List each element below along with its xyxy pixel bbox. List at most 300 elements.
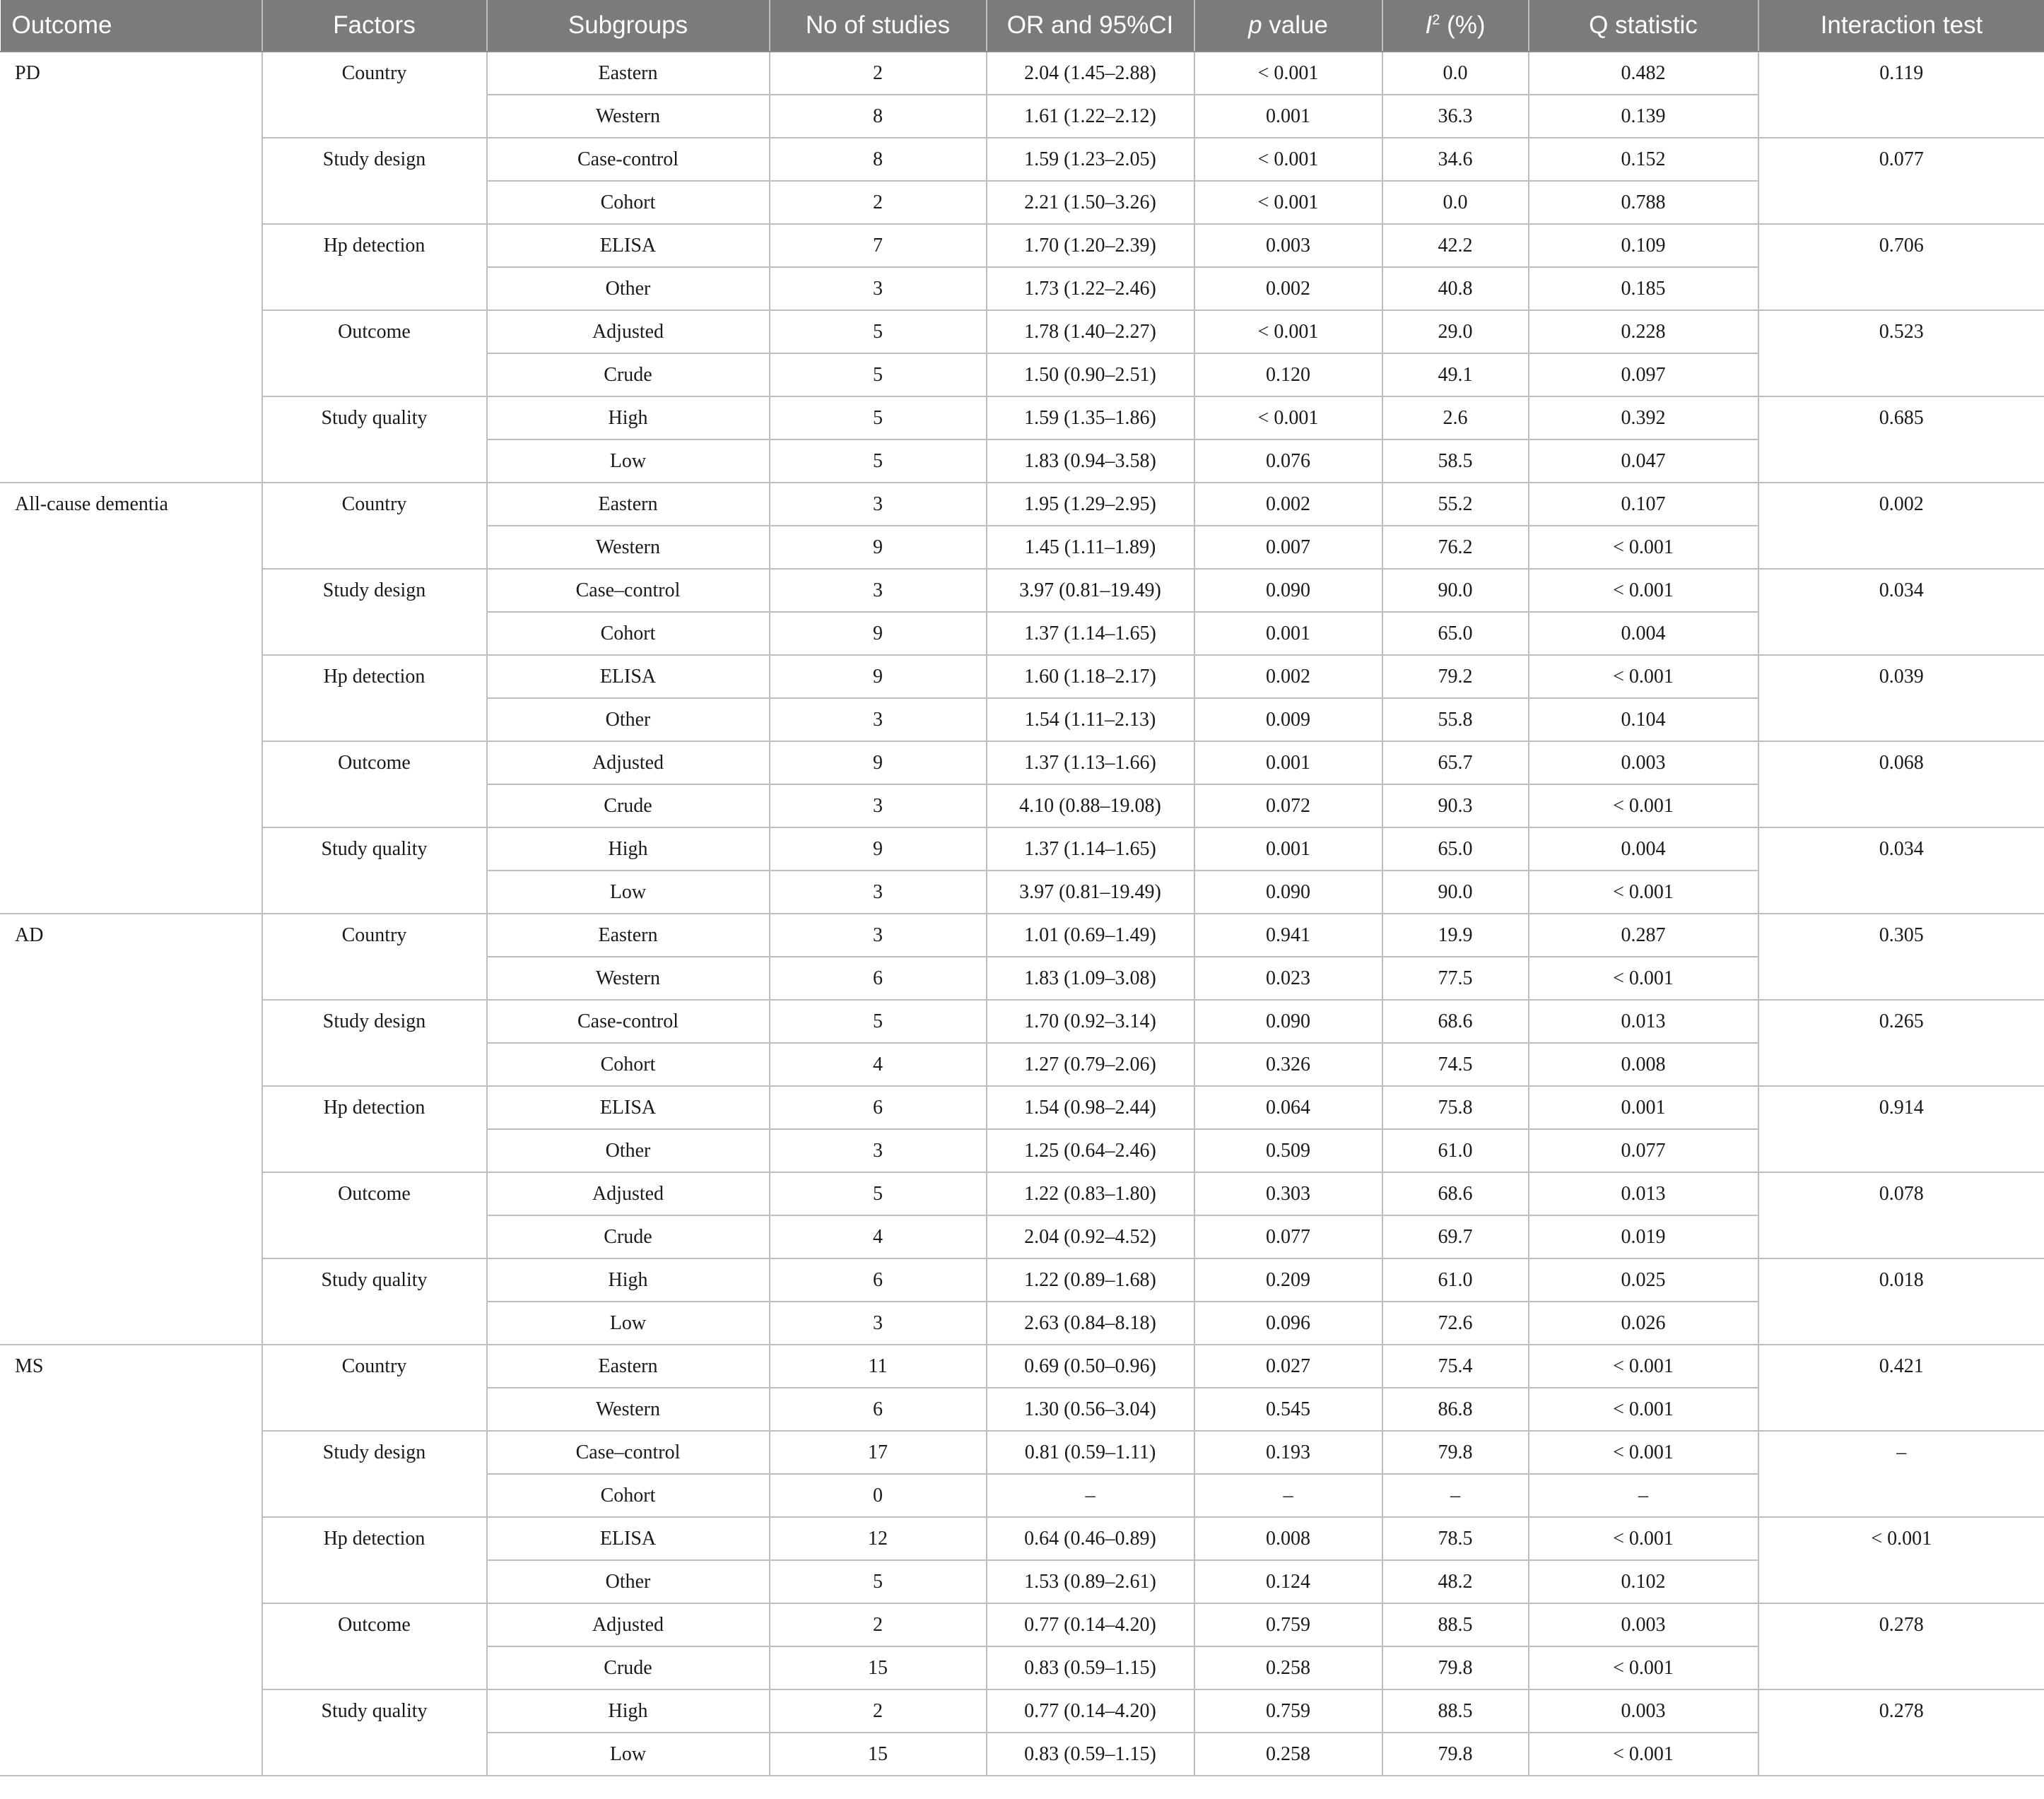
p-value-cell: 0.001 (1194, 827, 1382, 871)
interaction-test-cell: 0.278 (1758, 1689, 2044, 1776)
no-of-studies-cell: 2 (770, 1603, 987, 1646)
or-ci-cell: 1.78 (1.40–2.27) (987, 310, 1194, 353)
p-value-cell: 0.090 (1194, 871, 1382, 914)
q-statistic-cell: < 0.001 (1529, 655, 1758, 698)
table-row (1, 483, 2044, 526)
no-of-studies-cell: 17 (770, 1431, 987, 1474)
i2-cell: 78.5 (1382, 1517, 1529, 1560)
no-of-studies-cell: 5 (770, 1560, 987, 1603)
q-statistic-cell: 0.077 (1529, 1129, 1758, 1172)
subgroup-cell: Adjusted (487, 1172, 770, 1215)
factor-cell: Hp detection (262, 1086, 487, 1172)
i2-cell: 42.2 (1382, 224, 1529, 267)
factor-cell: Study quality (262, 396, 487, 483)
q-statistic-cell: 0.104 (1529, 698, 1758, 741)
subgroup-cell: Adjusted (487, 741, 770, 784)
i2-cell: 79.8 (1382, 1733, 1529, 1776)
q-statistic-cell: 0.109 (1529, 224, 1758, 267)
or-ci-cell: 0.83 (0.59–1.15) (987, 1733, 1194, 1776)
p-value-cell: 0.072 (1194, 784, 1382, 827)
no-of-studies-cell: 9 (770, 612, 987, 655)
i2-cell: 55.8 (1382, 698, 1529, 741)
subgroup-cell: Crude (487, 353, 770, 396)
q-statistic-cell: < 0.001 (1529, 957, 1758, 1000)
no-of-studies-cell: 3 (770, 698, 987, 741)
p-value-cell: < 0.001 (1194, 310, 1382, 353)
interaction-test-cell: 0.265 (1758, 1000, 2044, 1086)
subgroup-cell: Cohort (487, 181, 770, 224)
or-ci-cell: 1.83 (1.09–3.08) (987, 957, 1194, 1000)
i2-cell: 72.6 (1382, 1302, 1529, 1345)
or-ci-cell: 0.64 (0.46–0.89) (987, 1517, 1194, 1560)
outcome-cell: MS (1, 1345, 262, 1776)
table-row (1, 827, 2044, 871)
i2-cell: 75.8 (1382, 1086, 1529, 1129)
header-i2-symbol: I (1425, 11, 1433, 39)
i2-cell: 90.3 (1382, 784, 1529, 827)
q-statistic-cell: 0.025 (1529, 1258, 1758, 1302)
subgroup-cell: Case-control (487, 138, 770, 181)
table-row (1, 1517, 2044, 1560)
interaction-test-cell: 0.421 (1758, 1345, 2044, 1431)
or-ci-cell: 1.60 (1.18–2.17) (987, 655, 1194, 698)
interaction-test-cell: 0.119 (1758, 52, 2044, 138)
factor-cell: Country (262, 52, 487, 138)
no-of-studies-cell: 5 (770, 440, 987, 483)
q-statistic-cell: 0.003 (1529, 741, 1758, 784)
p-value-cell: 0.023 (1194, 957, 1382, 1000)
or-ci-cell: 1.59 (1.35–1.86) (987, 396, 1194, 440)
subgroup-cell: Crude (487, 1215, 770, 1258)
no-of-studies-cell: 9 (770, 741, 987, 784)
q-statistic-cell: 0.287 (1529, 914, 1758, 957)
q-statistic-cell: 0.102 (1529, 1560, 1758, 1603)
interaction-test-cell: 0.018 (1758, 1258, 2044, 1345)
p-value-cell: 0.008 (1194, 1517, 1382, 1560)
no-of-studies-cell: 6 (770, 1086, 987, 1129)
p-value-cell: < 0.001 (1194, 181, 1382, 224)
interaction-test-cell: 0.077 (1758, 138, 2044, 224)
or-ci-cell: 1.70 (1.20–2.39) (987, 224, 1194, 267)
no-of-studies-cell: 5 (770, 396, 987, 440)
table-row (1, 1000, 2044, 1043)
no-of-studies-cell: 3 (770, 267, 987, 310)
q-statistic-cell: 0.228 (1529, 310, 1758, 353)
q-statistic-cell: < 0.001 (1529, 1646, 1758, 1689)
q-statistic-cell: 0.047 (1529, 440, 1758, 483)
table-body (1, 52, 2044, 1776)
i2-cell: 48.2 (1382, 1560, 1529, 1603)
header-i2-superscript: 2 (1432, 12, 1440, 28)
i2-cell: 55.2 (1382, 483, 1529, 526)
q-statistic-cell: 0.004 (1529, 827, 1758, 871)
table-row (1, 655, 2044, 698)
interaction-test-cell: 0.523 (1758, 310, 2044, 396)
q-statistic-cell: 0.003 (1529, 1603, 1758, 1646)
p-value-cell: 0.545 (1194, 1388, 1382, 1431)
or-ci-cell: 1.37 (1.13–1.66) (987, 741, 1194, 784)
i2-cell: 58.5 (1382, 440, 1529, 483)
no-of-studies-cell: 5 (770, 1172, 987, 1215)
or-ci-cell: 3.97 (0.81–19.49) (987, 569, 1194, 612)
no-of-studies-cell: 2 (770, 52, 987, 95)
q-statistic-cell: 0.788 (1529, 181, 1758, 224)
table-row (1, 1431, 2044, 1474)
header-p-symbol: p (1248, 11, 1262, 39)
or-ci-cell: 1.59 (1.23–2.05) (987, 138, 1194, 181)
interaction-test-cell: 0.068 (1758, 741, 2044, 827)
p-value-cell: 0.001 (1194, 95, 1382, 138)
table-row (1, 138, 2044, 181)
p-value-cell: 0.193 (1194, 1431, 1382, 1474)
interaction-test-cell: 0.278 (1758, 1603, 2044, 1689)
q-statistic-cell: 0.107 (1529, 483, 1758, 526)
i2-cell: 65.7 (1382, 741, 1529, 784)
p-value-cell: 0.007 (1194, 526, 1382, 569)
i2-cell: 77.5 (1382, 957, 1529, 1000)
subgroup-cell: Adjusted (487, 310, 770, 353)
interaction-test-cell: 0.078 (1758, 1172, 2044, 1258)
header-p-rest: value (1262, 11, 1328, 39)
or-ci-cell: 4.10 (0.88–19.08) (987, 784, 1194, 827)
factor-cell: Study design (262, 569, 487, 655)
no-of-studies-cell: 5 (770, 310, 987, 353)
p-value-cell: < 0.001 (1194, 138, 1382, 181)
subgroup-cell: Western (487, 526, 770, 569)
or-ci-cell: 1.25 (0.64–2.46) (987, 1129, 1194, 1172)
table-row (1, 1345, 2044, 1388)
q-statistic-cell: 0.097 (1529, 353, 1758, 396)
factor-cell: Country (262, 914, 487, 1000)
factor-cell: Country (262, 483, 487, 569)
subgroup-cell: Cohort (487, 612, 770, 655)
p-value-cell: 0.090 (1194, 569, 1382, 612)
subgroup-cell: ELISA (487, 224, 770, 267)
p-value-cell: < 0.001 (1194, 52, 1382, 95)
factor-cell: Study design (262, 1000, 487, 1086)
factor-cell: Hp detection (262, 1517, 487, 1603)
outcome-cell: AD (1, 914, 262, 1345)
subgroup-cell: High (487, 827, 770, 871)
subgroup-cell: Eastern (487, 1345, 770, 1388)
subgroup-cell: Eastern (487, 52, 770, 95)
i2-cell: 0.0 (1382, 181, 1529, 224)
p-value-cell: 0.003 (1194, 224, 1382, 267)
or-ci-cell: 1.83 (0.94–3.58) (987, 440, 1194, 483)
q-statistic-cell: < 0.001 (1529, 1431, 1758, 1474)
p-value-cell: 0.120 (1194, 353, 1382, 396)
header-q-statistic: Q statistic (1529, 0, 1758, 52)
subgroup-cell: High (487, 396, 770, 440)
table-row (1, 741, 2044, 784)
table-row (1, 396, 2044, 440)
interaction-test-cell: 0.034 (1758, 569, 2044, 655)
p-value-cell: 0.002 (1194, 267, 1382, 310)
no-of-studies-cell: 8 (770, 95, 987, 138)
i2-cell: 40.8 (1382, 267, 1529, 310)
or-ci-cell: 2.21 (1.50–3.26) (987, 181, 1194, 224)
q-statistic-cell: < 0.001 (1529, 526, 1758, 569)
factor-cell: Outcome (262, 1603, 487, 1689)
no-of-studies-cell: 3 (770, 1129, 987, 1172)
or-ci-cell: 1.01 (0.69–1.49) (987, 914, 1194, 957)
factor-cell: Hp detection (262, 224, 487, 310)
or-ci-cell: 1.61 (1.22–2.12) (987, 95, 1194, 138)
no-of-studies-cell: 12 (770, 1517, 987, 1560)
subgroup-cell: Western (487, 957, 770, 1000)
header-i2 (1382, 0, 1529, 52)
i2-cell: 19.9 (1382, 914, 1529, 957)
q-statistic-cell: < 0.001 (1529, 1388, 1758, 1431)
p-value-cell: 0.759 (1194, 1689, 1382, 1733)
subgroup-cell: Case–control (487, 1431, 770, 1474)
no-of-studies-cell: 6 (770, 957, 987, 1000)
or-ci-cell: 0.81 (0.59–1.11) (987, 1431, 1194, 1474)
q-statistic-cell: 0.008 (1529, 1043, 1758, 1086)
no-of-studies-cell: 7 (770, 224, 987, 267)
q-statistic-cell: 0.004 (1529, 612, 1758, 655)
or-ci-cell: 1.50 (0.90–2.51) (987, 353, 1194, 396)
q-statistic-cell: < 0.001 (1529, 784, 1758, 827)
p-value-cell: 0.002 (1194, 483, 1382, 526)
or-ci-cell: 1.22 (0.83–1.80) (987, 1172, 1194, 1215)
interaction-test-cell: 0.002 (1758, 483, 2044, 569)
p-value-cell: 0.509 (1194, 1129, 1382, 1172)
q-statistic-cell: < 0.001 (1529, 1345, 1758, 1388)
factor-cell: Hp detection (262, 655, 487, 741)
i2-cell: 61.0 (1382, 1258, 1529, 1302)
p-value-cell: – (1194, 1474, 1382, 1517)
i2-cell: 90.0 (1382, 569, 1529, 612)
subgroup-cell: Low (487, 1302, 770, 1345)
or-ci-cell: – (987, 1474, 1194, 1517)
interaction-test-cell: < 0.001 (1758, 1517, 2044, 1603)
q-statistic-cell: 0.139 (1529, 95, 1758, 138)
or-ci-cell: 1.27 (0.79–2.06) (987, 1043, 1194, 1086)
no-of-studies-cell: 9 (770, 655, 987, 698)
q-statistic-cell: 0.392 (1529, 396, 1758, 440)
p-value-cell: 0.027 (1194, 1345, 1382, 1388)
p-value-cell: 0.001 (1194, 741, 1382, 784)
or-ci-cell: 1.22 (0.89–1.68) (987, 1258, 1194, 1302)
i2-cell: 74.5 (1382, 1043, 1529, 1086)
table-row (1, 1603, 2044, 1646)
no-of-studies-cell: 6 (770, 1388, 987, 1431)
table-row (1, 224, 2044, 267)
or-ci-cell: 1.30 (0.56–3.04) (987, 1388, 1194, 1431)
or-ci-cell: 1.37 (1.14–1.65) (987, 612, 1194, 655)
i2-cell: 88.5 (1382, 1603, 1529, 1646)
table-row (1, 1258, 2044, 1302)
no-of-studies-cell: 5 (770, 353, 987, 396)
interaction-test-cell: 0.034 (1758, 827, 2044, 914)
or-ci-cell: 3.97 (0.81–19.49) (987, 871, 1194, 914)
subgroup-cell: Other (487, 698, 770, 741)
q-statistic-cell: 0.013 (1529, 1000, 1758, 1043)
subgroup-cell: Case-control (487, 1000, 770, 1043)
q-statistic-cell: 0.026 (1529, 1302, 1758, 1345)
table-header (1, 0, 2044, 52)
or-ci-cell: 1.53 (0.89–2.61) (987, 1560, 1194, 1603)
table-row (1, 1689, 2044, 1733)
no-of-studies-cell: 15 (770, 1733, 987, 1776)
q-statistic-cell: < 0.001 (1529, 569, 1758, 612)
subgroup-cell: Other (487, 267, 770, 310)
q-statistic-cell: 0.003 (1529, 1689, 1758, 1733)
no-of-studies-cell: 3 (770, 871, 987, 914)
subgroup-cell: ELISA (487, 655, 770, 698)
p-value-cell: 0.326 (1194, 1043, 1382, 1086)
i2-cell: 90.0 (1382, 871, 1529, 914)
table-row (1, 914, 2044, 957)
no-of-studies-cell: 2 (770, 1689, 987, 1733)
p-value-cell: 0.303 (1194, 1172, 1382, 1215)
header-p-value (1194, 0, 1382, 52)
i2-cell: 61.0 (1382, 1129, 1529, 1172)
p-value-cell: 0.064 (1194, 1086, 1382, 1129)
q-statistic-cell: 0.001 (1529, 1086, 1758, 1129)
no-of-studies-cell: 5 (770, 1000, 987, 1043)
i2-cell: 65.0 (1382, 612, 1529, 655)
p-value-cell: 0.258 (1194, 1646, 1382, 1689)
p-value-cell: 0.209 (1194, 1258, 1382, 1302)
q-statistic-cell: < 0.001 (1529, 871, 1758, 914)
i2-cell: 0.0 (1382, 52, 1529, 95)
or-ci-cell: 2.04 (0.92–4.52) (987, 1215, 1194, 1258)
q-statistic-cell: 0.152 (1529, 138, 1758, 181)
i2-cell: 29.0 (1382, 310, 1529, 353)
i2-cell: 79.2 (1382, 655, 1529, 698)
factor-cell: Outcome (262, 310, 487, 396)
q-statistic-cell: 0.482 (1529, 52, 1758, 95)
header-row (1, 0, 2044, 52)
or-ci-cell: 1.54 (1.11–2.13) (987, 698, 1194, 741)
header-i2-rest: (%) (1440, 11, 1486, 39)
p-value-cell: 0.258 (1194, 1733, 1382, 1776)
no-of-studies-cell: 4 (770, 1215, 987, 1258)
no-of-studies-cell: 3 (770, 1302, 987, 1345)
factor-cell: Study quality (262, 827, 487, 914)
or-ci-cell: 1.95 (1.29–2.95) (987, 483, 1194, 526)
p-value-cell: 0.090 (1194, 1000, 1382, 1043)
table-row (1, 1172, 2044, 1215)
factor-cell: Outcome (262, 741, 487, 827)
no-of-studies-cell: 8 (770, 138, 987, 181)
i2-cell: 2.6 (1382, 396, 1529, 440)
table-row (1, 1086, 2044, 1129)
subgroup-cell: ELISA (487, 1517, 770, 1560)
subgroup-cell: Cohort (487, 1474, 770, 1517)
subgroup-cell: Other (487, 1129, 770, 1172)
or-ci-cell: 2.04 (1.45–2.88) (987, 52, 1194, 95)
header-factors: Factors (262, 0, 487, 52)
q-statistic-cell: 0.019 (1529, 1215, 1758, 1258)
no-of-studies-cell: 0 (770, 1474, 987, 1517)
or-ci-cell: 1.73 (1.22–2.46) (987, 267, 1194, 310)
no-of-studies-cell: 3 (770, 569, 987, 612)
factor-cell: Study quality (262, 1689, 487, 1776)
or-ci-cell: 0.69 (0.50–0.96) (987, 1345, 1194, 1388)
subgroup-cell: Eastern (487, 483, 770, 526)
p-value-cell: 0.002 (1194, 655, 1382, 698)
interaction-test-cell: 0.305 (1758, 914, 2044, 1000)
i2-cell: 76.2 (1382, 526, 1529, 569)
subgroup-cell: Case–control (487, 569, 770, 612)
no-of-studies-cell: 9 (770, 526, 987, 569)
q-statistic-cell: – (1529, 1474, 1758, 1517)
i2-cell: 79.8 (1382, 1431, 1529, 1474)
or-ci-cell: 1.54 (0.98–2.44) (987, 1086, 1194, 1129)
p-value-cell: 0.076 (1194, 440, 1382, 483)
no-of-studies-cell: 3 (770, 914, 987, 957)
p-value-cell: 0.759 (1194, 1603, 1382, 1646)
subgroup-cell: Cohort (487, 1043, 770, 1086)
subgroup-cell: Crude (487, 784, 770, 827)
p-value-cell: 0.124 (1194, 1560, 1382, 1603)
or-ci-cell: 2.63 (0.84–8.18) (987, 1302, 1194, 1345)
q-statistic-cell: 0.013 (1529, 1172, 1758, 1215)
i2-cell: – (1382, 1474, 1529, 1517)
q-statistic-cell: < 0.001 (1529, 1733, 1758, 1776)
p-value-cell: < 0.001 (1194, 396, 1382, 440)
i2-cell: 69.7 (1382, 1215, 1529, 1258)
i2-cell: 36.3 (1382, 95, 1529, 138)
interaction-test-cell: 0.706 (1758, 224, 2044, 310)
or-ci-cell: 0.83 (0.59–1.15) (987, 1646, 1194, 1689)
subgroup-cell: High (487, 1689, 770, 1733)
subgroup-cell: Western (487, 1388, 770, 1431)
subgroup-cell: High (487, 1258, 770, 1302)
table-row (1, 569, 2044, 612)
q-statistic-cell: < 0.001 (1529, 1517, 1758, 1560)
header-outcome: Outcome (1, 0, 262, 52)
or-ci-cell: 1.37 (1.14–1.65) (987, 827, 1194, 871)
q-statistic-cell: 0.185 (1529, 267, 1758, 310)
factor-cell: Study design (262, 138, 487, 224)
factor-cell: Study design (262, 1431, 487, 1517)
i2-cell: 88.5 (1382, 1689, 1529, 1733)
p-value-cell: 0.096 (1194, 1302, 1382, 1345)
no-of-studies-cell: 3 (770, 784, 987, 827)
header-subgroups: Subgroups (487, 0, 770, 52)
or-ci-cell: 1.70 (0.92–3.14) (987, 1000, 1194, 1043)
i2-cell: 34.6 (1382, 138, 1529, 181)
subgroup-cell: Eastern (487, 914, 770, 957)
i2-cell: 68.6 (1382, 1000, 1529, 1043)
or-ci-cell: 1.45 (1.11–1.89) (987, 526, 1194, 569)
p-value-cell: 0.009 (1194, 698, 1382, 741)
i2-cell: 86.8 (1382, 1388, 1529, 1431)
or-ci-cell: 0.77 (0.14–4.20) (987, 1689, 1194, 1733)
factor-cell: Outcome (262, 1172, 487, 1258)
subgroup-cell: Other (487, 1560, 770, 1603)
table-row (1, 52, 2044, 95)
i2-cell: 75.4 (1382, 1345, 1529, 1388)
header-no-of-studies: No of studies (770, 0, 987, 52)
i2-cell: 65.0 (1382, 827, 1529, 871)
interaction-test-cell: – (1758, 1431, 2044, 1517)
subgroup-cell: Crude (487, 1646, 770, 1689)
factor-cell: Country (262, 1345, 487, 1431)
interaction-test-cell: 0.685 (1758, 396, 2044, 483)
no-of-studies-cell: 2 (770, 181, 987, 224)
subgroup-cell: Low (487, 440, 770, 483)
subgroup-cell: Low (487, 871, 770, 914)
no-of-studies-cell: 15 (770, 1646, 987, 1689)
no-of-studies-cell: 4 (770, 1043, 987, 1086)
factor-cell: Study quality (262, 1258, 487, 1345)
outcome-cell: PD (1, 52, 262, 483)
